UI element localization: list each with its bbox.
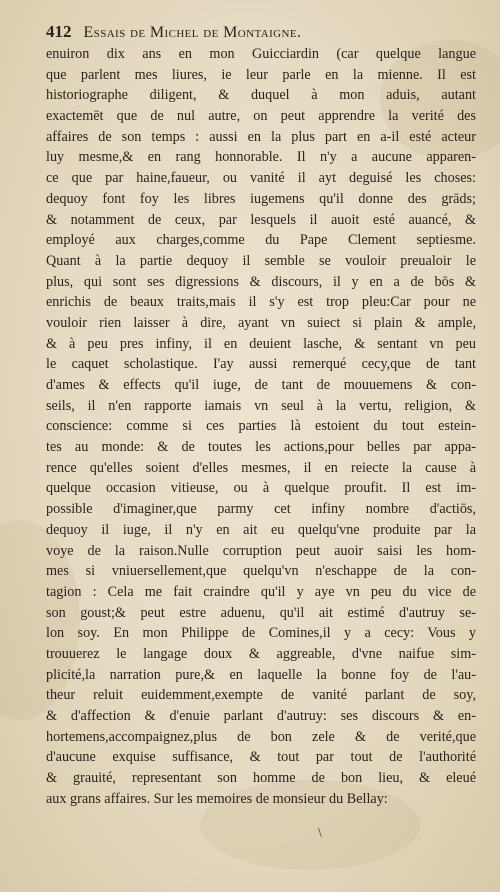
text-line: hortemens,accompaignez,plus de bon zele & de verité,que: [46, 728, 476, 745]
text-line: & d'affection & d'enuie parlant d'autruy: ses discours & en-: [46, 708, 476, 724]
text-line: & notamment de ceux, par lesquels il auoit esté auancé, &: [46, 211, 476, 228]
text-line: d'aucune exquise suffisance, & tout par tout de l'authorité: [46, 749, 476, 766]
text-line: que parlent mes liures, ie leur parle en la mienne. Il est: [46, 66, 476, 83]
text-line: exactemēt que de nul autre, on peut apprendre la verité des: [46, 108, 476, 125]
ink-mark: \: [318, 826, 322, 839]
text-line: affaires de son temps : aussi en la plus part en a-il esté acteur: [46, 128, 476, 145]
text-line: ce que par haine,faueur, ou vanité il ayt deguisé les choses:: [46, 170, 476, 187]
text-line: seils, il n'en rapporte iamais vn seul à la vertu, religion, &: [46, 397, 476, 414]
text-line: plicité,la narration pure,& en laquelle la bonne foy de l'au-: [46, 666, 476, 683]
text-line: trouuerez le langage doux & aggreable, d'vne naifue sim-: [46, 645, 476, 662]
text-line: d'ames & effects qu'il iuge, de tant de mouuemens & con-: [46, 377, 476, 393]
text-line: dequoy il iuge, il n'y en ait eu quelqu'vne produite par la: [46, 521, 476, 538]
text-line: aux grans affaires. Sur les memoires de monsieur du Bellay:: [46, 790, 388, 807]
text-line: voye de la raison.Nulle corruption peut auoir saisi les hom-: [46, 542, 476, 559]
running-head: Essais de Michel de Montaigne.: [83, 24, 302, 41]
text-line: tes au monde: & de toutes les actions,pour belles par appa-: [46, 439, 476, 456]
text-line: rence qu'elles soient d'elles mesmes, il en reiecte la cause à: [46, 459, 476, 476]
text-line: mes si vniuersellement,que quelqu'vn n'eschappe de la con-: [46, 563, 476, 580]
text-line: enrichis de beaux traits,mais il s'y est trop pleu:Car pour ne: [46, 294, 476, 311]
text-line: theur reluit euidemment,exempte de vanité parlant de soy,: [46, 687, 476, 704]
text-line: dequoy font foy les libres iugemens qu'il donne des grāds;: [46, 190, 476, 207]
text-line: lon soy. En mon Philippe de Comines,il y a cecy: Vous y: [46, 625, 476, 642]
text-line: quelque occasion vitieuse, ou à quelque proufit. Il est im-: [46, 480, 476, 497]
text-line: enuiron dix ans en mon Guicciardin (car quelque langue: [46, 46, 476, 62]
text-line: le caquet scholastique. I'ay aussi remerqué cecy,que de tant: [46, 356, 476, 373]
text-line: conscience: comme si ces parties là estoient du tout estein-: [46, 418, 476, 435]
text-line: vouloir rien laisser à dire, ayant vn suiect si plain & ample,: [46, 314, 476, 331]
text-line: luy mesme,& en rang honnorable. Il n'y a aucune apparen-: [46, 149, 476, 166]
text-line: & à peu pres infiny, il en deuient lasche, & sentant vn peu: [46, 335, 476, 352]
text-block: [46, 44, 476, 809]
text-line: possible d'imaginer,que parmy cet infiny nombre d'actiōs,: [46, 501, 476, 518]
text-line: employé aux charges,comme du Pape Clement septiesme.: [46, 232, 476, 249]
text-line: Quant à la partie dequoy il semble se vouloir preualoir le: [46, 252, 476, 269]
text-line: tagion : Cela me fait craindre qu'il y aye vn peu du vice de: [46, 583, 476, 600]
text-line: historiographe diligent, & duquel à mon aduis, autant: [46, 87, 476, 104]
page-header: [46, 22, 466, 44]
text-line: plus, qui sont ses digressions & discours, il y en a de bōs &: [46, 273, 476, 290]
text-line: son goust;& peut estre aduenu, qu'il ait estimé d'autruy se-: [46, 604, 476, 621]
text-line: & grauité, representant son homme de bon lieu, & eleué: [46, 770, 476, 787]
page-number: 412: [46, 22, 72, 41]
